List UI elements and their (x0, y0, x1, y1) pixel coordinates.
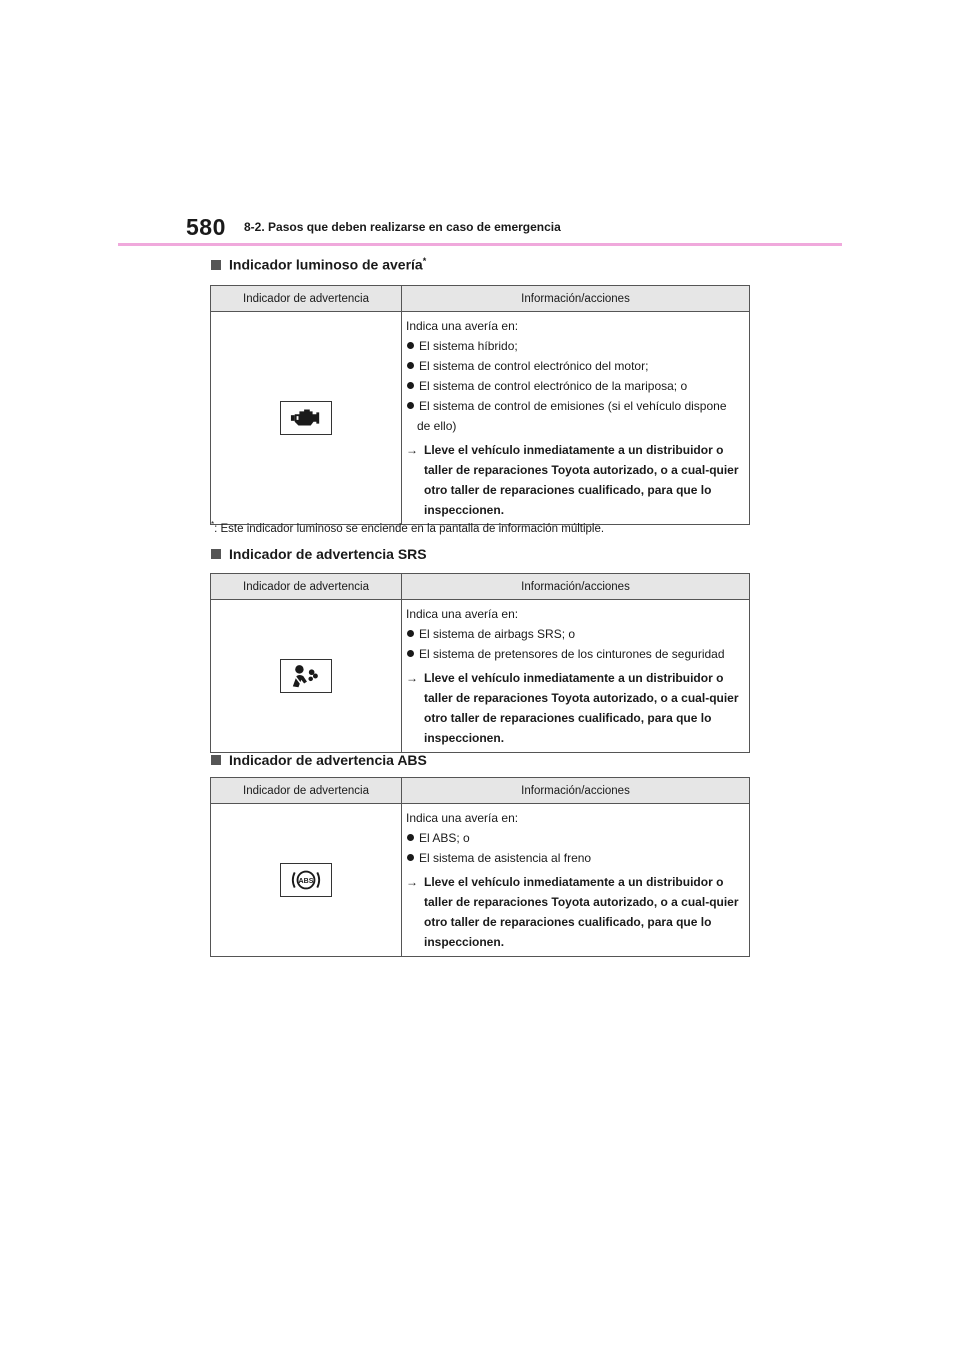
section-heading-malfunction: Indicador luminoso de avería* (211, 256, 426, 273)
column-header-info: Información/acciones (402, 574, 750, 600)
square-bullet-icon (211, 755, 221, 765)
abs-icon (280, 863, 332, 897)
info-intro: Indica una avería en: (406, 319, 519, 333)
arrow-icon: → (406, 875, 418, 889)
check-engine-icon (280, 401, 332, 435)
square-bullet-icon (211, 549, 221, 559)
list-item: El sistema de airbags SRS; o (406, 624, 745, 644)
chapter-title: 8-2. Pasos que deben realizarse en caso de emergencia (244, 220, 561, 234)
footnote: *: Este indicador luminoso se enciende en la pantalla de información múltiple. (211, 520, 605, 535)
list-item: El sistema de asistencia al freno (406, 848, 745, 868)
section-heading-srs: Indicador de advertencia SRS (211, 546, 427, 562)
arrow-icon: → (406, 443, 418, 457)
page-number: 580 (186, 214, 226, 240)
info-intro: Indica una avería en: (406, 607, 519, 621)
malfunction-table (210, 285, 750, 525)
list-item-continuation: de ello) (417, 419, 457, 433)
srs-airbag-icon (280, 659, 332, 693)
action-text: → Lleve el vehículo inmediatamente a un distribuidor o taller de reparaciones Toyota autorizado, o a cual-quier otro taller de reparaciones cualificado, para que lo inspeccionen. (406, 668, 745, 748)
list-item: El sistema de control electrónico del motor; (406, 356, 745, 376)
abs-table (210, 777, 750, 957)
square-bullet-icon (211, 260, 221, 270)
column-header-indicator: Indicador de advertencia (211, 778, 402, 804)
column-header-info: Información/acciones (402, 778, 750, 804)
action-text: → Lleve el vehículo inmediatamente a un distribuidor o taller de reparaciones Toyota autorizado, o a cual-quier otro taller de reparaciones cualificado, para que lo inspeccionen. (406, 872, 745, 952)
section-heading-abs: Indicador de advertencia ABS (211, 752, 427, 768)
action-text: → Lleve el vehículo inmediatamente a un distribuidor o taller de reparaciones Toyota autorizado, o a cual-quier otro taller de reparaciones cualificado, para que lo inspeccionen. (406, 440, 745, 520)
srs-table (210, 573, 750, 753)
column-header-indicator: Indicador de advertencia (211, 574, 402, 600)
column-header-indicator: Indicador de advertencia (211, 286, 402, 312)
list-item: El ABS; o (406, 828, 745, 848)
list-item: El sistema híbrido; (406, 336, 745, 356)
list-item: El sistema de pretensores de los cinturones de seguridad (406, 644, 745, 664)
list-item: El sistema de control electrónico de la mariposa; o (406, 376, 745, 396)
arrow-icon: → (406, 671, 418, 685)
info-intro: Indica una avería en: (406, 811, 519, 825)
column-header-info: Información/acciones (402, 286, 750, 312)
header-rule (118, 243, 842, 246)
abs-icon-label: ABS (298, 877, 314, 885)
list-item: El sistema de control de emisiones (si el vehículo dispone (406, 396, 745, 416)
